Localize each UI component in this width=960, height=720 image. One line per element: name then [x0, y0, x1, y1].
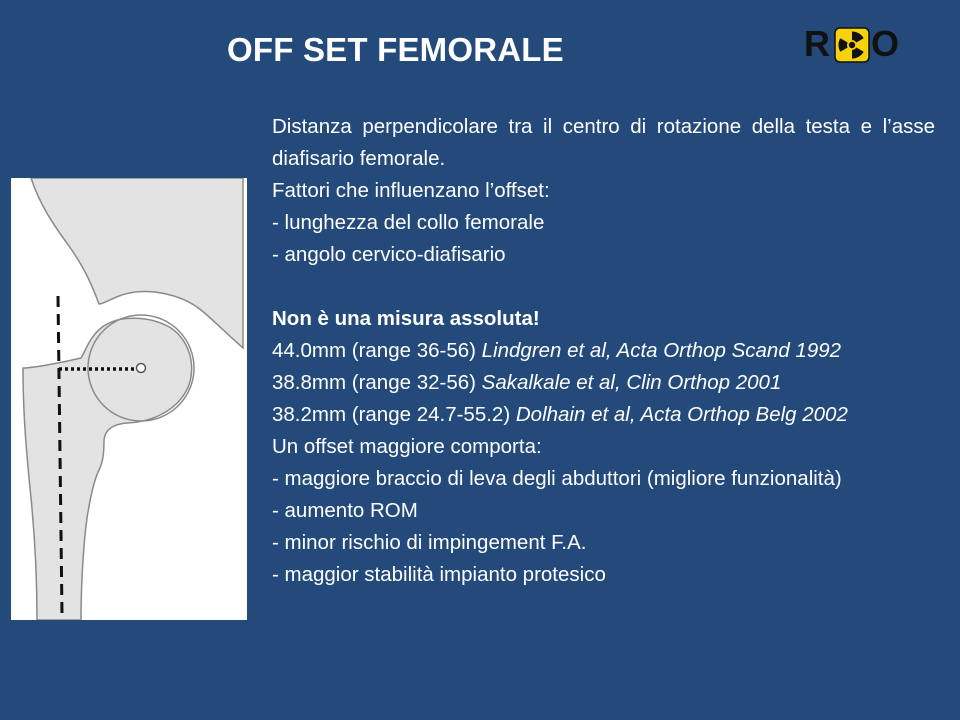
radiation-icon: [835, 28, 869, 62]
reference-item: [272, 367, 935, 399]
reference-source: Lindgren et al, Acta Orthop Scand 1992: [481, 339, 842, 362]
slide-title: OFF SET FEMORALE: [227, 31, 564, 68]
roo-logo: [804, 24, 904, 64]
reference-item: [272, 335, 935, 367]
factors-heading: Fattori che influenzano l’offset:: [272, 179, 550, 202]
emphasis-text: Non è una misura assoluta!: [272, 307, 540, 330]
consequence-item: - aumento ROM: [272, 499, 418, 522]
factor-item: - angolo cervico-diafisario: [272, 243, 506, 266]
reference-value: 38.8mm (range 32-56): [272, 371, 482, 394]
reference-item: [272, 399, 935, 431]
logo-letter-r: R: [804, 24, 830, 64]
logo-letter-o: O: [871, 24, 900, 64]
consequence-heading: Un offset maggiore comporta:: [272, 435, 542, 458]
femur-offset-diagram: [11, 178, 247, 620]
slide-body: [272, 111, 935, 591]
reference-source: Sakalkale et al, Clin Orthop 2001: [481, 371, 782, 394]
reference-value: 44.0mm (range 36-56): [272, 339, 482, 362]
consequence-item: - maggior stabilità impianto protesico: [272, 563, 606, 586]
definition-text: Distanza perpendicolare tra il centro di rotazione della testa e l’asse diafisario femorale.: [272, 115, 935, 170]
consequence-item: - maggiore braccio di leva degli abduttori (migliore funzionalità): [272, 467, 842, 490]
factor-item: - lunghezza del collo femorale: [272, 211, 545, 234]
consequence-item: - minor rischio di impingement F.A.: [272, 531, 587, 554]
reference-value: 38.2mm (range 24.7-55.2): [272, 403, 516, 426]
head-center: [137, 364, 146, 373]
reference-source: Dolhain et al, Acta Orthop Belg 2002: [515, 403, 848, 426]
spacer: [272, 271, 935, 303]
